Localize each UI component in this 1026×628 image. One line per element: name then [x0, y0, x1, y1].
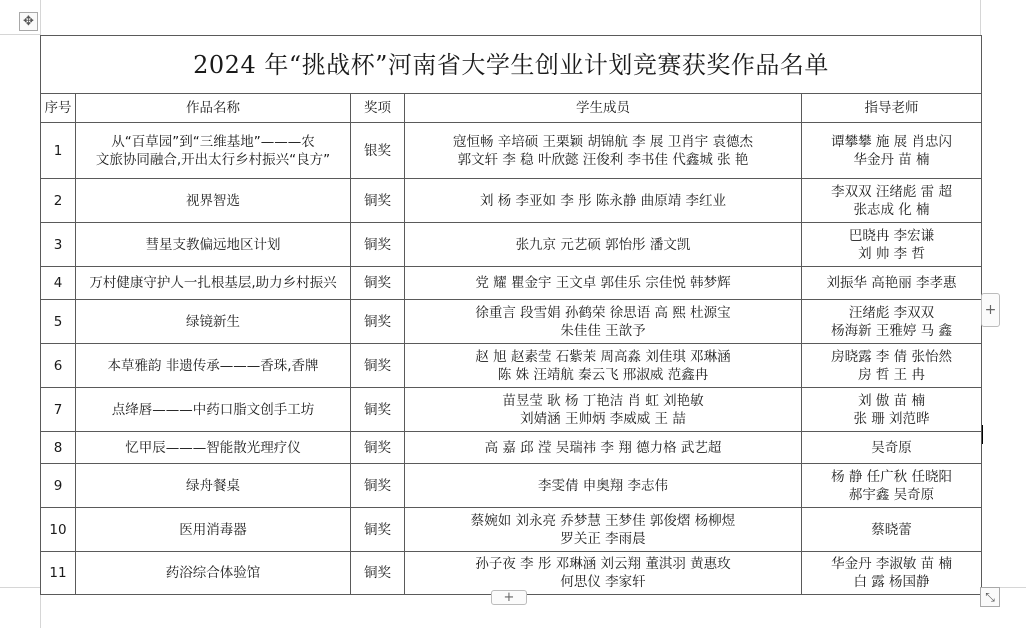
cell-award[interactable]: 铜奖: [351, 300, 405, 344]
document-title[interactable]: 2024 年“挑战杯”河南省大学生创业计划竞赛获奖作品名单: [41, 36, 982, 94]
cell-no[interactable]: 3: [41, 223, 76, 267]
cell-project[interactable]: [76, 123, 351, 179]
cell-project[interactable]: [76, 432, 351, 464]
cell-text-line: 李雯倩 申奥翔 李志伟: [537, 477, 669, 494]
cell-students[interactable]: [405, 344, 802, 388]
cell-text-line: 房 哲 王 冉: [858, 366, 925, 383]
table-row: [41, 267, 982, 300]
cell-project[interactable]: [76, 508, 351, 552]
cell-text-line: 从“百草园”到“三维基地”———农: [111, 133, 315, 150]
table-row: [41, 344, 982, 388]
cell-text-line: 医用消毒器: [179, 521, 247, 538]
move-icon: ✥: [23, 14, 34, 29]
cell-text-line: 彗星支教偏远地区计划: [145, 236, 281, 253]
header-cell-project[interactable]: 作品名称: [76, 94, 351, 123]
table-row: [41, 432, 982, 464]
cell-project[interactable]: [76, 552, 351, 595]
cell-advisors[interactable]: [802, 464, 982, 508]
plus-icon: +: [984, 302, 997, 318]
cell-text-line: 刘 傲 苗 楠: [858, 392, 925, 409]
cell-no[interactable]: 9: [41, 464, 76, 508]
cell-text-line: 谭攀攀 施 展 肖忠闪: [831, 133, 952, 150]
title-row: [41, 36, 982, 94]
margin-guide-bottom: [0, 587, 40, 588]
cell-text-line: 本草雅韵 非遗传承———香珠,香牌: [107, 357, 319, 374]
cell-text-line: 高 嘉 邱 滢 吴瑞祎 李 翔 德力格 武艺超: [484, 439, 722, 456]
add-row-button[interactable]: [491, 590, 527, 605]
cell-text-line: 万村健康守护人一扎根基层,助力乡村振兴: [89, 275, 337, 291]
cell-text-line: 忆甲辰———智能散光理疗仪: [125, 439, 301, 456]
cell-advisors[interactable]: [802, 223, 982, 267]
cell-text-line: 苗昱莹 耿 杨 丁艳洁 肖 虹 刘艳敏: [502, 392, 704, 409]
text-cursor: [982, 425, 983, 444]
award-table: [40, 35, 982, 595]
cell-advisors[interactable]: [802, 552, 982, 595]
cell-award[interactable]: 铜奖: [351, 552, 405, 595]
header-row: [41, 94, 982, 123]
margin-guide-top: [0, 34, 40, 35]
cell-award[interactable]: 铜奖: [351, 388, 405, 432]
cell-project[interactable]: [76, 300, 351, 344]
plus-icon: +: [503, 590, 515, 605]
cell-text-line: 文旅协同融合,开出太行乡村振兴“良方”: [95, 151, 331, 168]
cell-text-line: 白 露 杨国静: [853, 574, 930, 590]
cell-text-line: 巴晓冉 李宏谦: [848, 227, 935, 244]
cell-no[interactable]: 10: [41, 508, 76, 552]
table-move-handle[interactable]: [19, 12, 38, 31]
cell-text-line: 华金丹 苗 楠: [853, 151, 930, 168]
cell-text-line: 蔡婉如 刘永亮 乔梦慧 王梦佳 郭俊熠 杨柳煜: [470, 512, 736, 529]
cell-students[interactable]: [405, 123, 802, 179]
cell-award[interactable]: 铜奖: [351, 179, 405, 223]
add-column-button[interactable]: [981, 293, 1000, 327]
cell-advisors[interactable]: [802, 508, 982, 552]
cell-students[interactable]: [405, 223, 802, 267]
cell-no[interactable]: 8: [41, 432, 76, 464]
cell-text-line: 吴奇原: [871, 439, 912, 456]
table-row: [41, 223, 982, 267]
cell-text-line: 李双双 汪绪彪 雷 超: [831, 183, 952, 200]
cell-award[interactable]: 铜奖: [351, 432, 405, 464]
cell-text-line: 刘婧涵 王帅炳 李威威 王 喆: [520, 410, 686, 427]
table-resize-handle[interactable]: [980, 587, 1000, 607]
cell-text-line: 何思仪 李家轩: [560, 574, 646, 590]
table-row: [41, 508, 982, 552]
cell-students[interactable]: [405, 432, 802, 464]
header-cell-award[interactable]: 奖项: [351, 94, 405, 123]
table-row: [41, 388, 982, 432]
cell-text-line: 杨海新 王雅婷 马 鑫: [831, 322, 952, 339]
cell-text-line: 张九京 元艺硕 郭怡彤 潘文凯: [515, 236, 691, 253]
cell-award[interactable]: 铜奖: [351, 344, 405, 388]
cell-project[interactable]: [76, 267, 351, 300]
cell-students[interactable]: [405, 300, 802, 344]
cell-advisors[interactable]: [802, 267, 982, 300]
cell-text-line: 陈 姝 汪靖航 秦云飞 邢淑威 范鑫冉: [497, 366, 709, 383]
cell-text-line: 赵 旭 赵素莹 石紫茉 周高淼 刘佳琪 邓琳涵: [475, 348, 731, 365]
cell-project[interactable]: [76, 388, 351, 432]
cell-no[interactable]: 6: [41, 344, 76, 388]
cell-text-line: 张 珊 刘范晔: [853, 410, 930, 427]
cell-project[interactable]: [76, 344, 351, 388]
cell-award[interactable]: 铜奖: [351, 223, 405, 267]
cell-award[interactable]: 铜奖: [351, 508, 405, 552]
cell-no[interactable]: 5: [41, 300, 76, 344]
cell-text-line: 刘 杨 李亚如 李 彤 陈永静 曲原靖 李红业: [479, 192, 727, 209]
cell-project[interactable]: [76, 223, 351, 267]
cell-no[interactable]: 2: [41, 179, 76, 223]
cell-text-line: 刘 帅 李 哲: [858, 245, 925, 262]
cell-award[interactable]: 铜奖: [351, 267, 405, 300]
cell-text-line: 党 耀 瞿金宇 王文卓 郭佳乐 宗佳悦 韩梦辉: [475, 275, 731, 291]
cell-text-line: 张志成 化 楠: [853, 201, 930, 218]
cell-text-line: 房晓露 李 倩 张怡然: [831, 348, 952, 365]
table-row: [41, 123, 982, 179]
cell-award[interactable]: 银奖: [351, 123, 405, 179]
cell-text-line: 点绛唇———中药口脂文创手工坊: [111, 401, 315, 418]
cell-project[interactable]: [76, 464, 351, 508]
cell-text-line: 视界智选: [186, 192, 240, 209]
header-cell-students[interactable]: 学生成员: [405, 94, 802, 123]
cell-advisors[interactable]: [802, 344, 982, 388]
cell-text-line: 刘振华 高艳丽 李孝惠: [826, 275, 957, 291]
cell-text-line: 汪绪彪 李双双: [848, 304, 935, 321]
cell-students[interactable]: [405, 267, 802, 300]
header-cell-no[interactable]: 序号: [41, 94, 76, 123]
cell-students[interactable]: [405, 508, 802, 552]
cell-students[interactable]: [405, 552, 802, 595]
cell-project[interactable]: [76, 179, 351, 223]
cell-no[interactable]: 1: [41, 123, 76, 179]
cell-students[interactable]: [405, 464, 802, 508]
cell-students[interactable]: [405, 388, 802, 432]
cell-students[interactable]: [405, 179, 802, 223]
cell-advisors[interactable]: [802, 388, 982, 432]
cell-text-line: 罗关正 李雨晨: [560, 530, 646, 547]
cell-award[interactable]: 铜奖: [351, 464, 405, 508]
cell-no[interactable]: 11: [41, 552, 76, 595]
cell-text-line: 药浴综合体验馆: [165, 565, 261, 581]
cell-text-line: 绿舟餐桌: [186, 477, 240, 494]
resize-icon: ⤡: [985, 590, 995, 604]
cell-text-line: 绿镜新生: [186, 313, 240, 330]
cell-text-line: 朱佳佳 王歆予: [560, 322, 646, 339]
margin-guide-bottom-right: [1000, 587, 1026, 588]
cell-advisors[interactable]: [802, 300, 982, 344]
award-table-body: [41, 36, 982, 595]
header-cell-advisors[interactable]: 指导老师: [802, 94, 982, 123]
cell-advisors[interactable]: [802, 123, 982, 179]
table-row: [41, 464, 982, 508]
table-row: [41, 179, 982, 223]
cell-text-line: 郭文轩 李 稳 叶欣懿 汪俊利 李书佳 代鑫城 张 艳: [457, 151, 749, 168]
cell-no[interactable]: 7: [41, 388, 76, 432]
cell-advisors[interactable]: [802, 179, 982, 223]
table-row: [41, 300, 982, 344]
cell-text-line: 孙子夜 李 彤 邓琳涵 刘云翔 董淇羽 黄惠玫: [475, 556, 731, 572]
cell-text-line: 徐重言 段雪娟 孙鹤荣 徐思语 高 熙 杜源宝: [475, 304, 731, 321]
cell-no[interactable]: 4: [41, 267, 76, 300]
cell-advisors[interactable]: [802, 432, 982, 464]
cell-text-line: 华金丹 李淑敏 苗 楠: [831, 556, 952, 572]
margin-guide-right: [980, 0, 981, 35]
cell-text-line: 杨 静 任广秋 任晓阳: [831, 468, 952, 485]
table-row: [41, 552, 982, 595]
cell-text-line: 蔡晓蕾: [871, 521, 912, 538]
cell-text-line: 寇恒畅 辛培硕 王栗颖 胡锦航 李 展 卫肖宇 袁德杰: [452, 133, 754, 150]
margin-guide-left: [40, 0, 41, 35]
cell-text-line: 郝宇鑫 吴奇原: [848, 486, 935, 503]
